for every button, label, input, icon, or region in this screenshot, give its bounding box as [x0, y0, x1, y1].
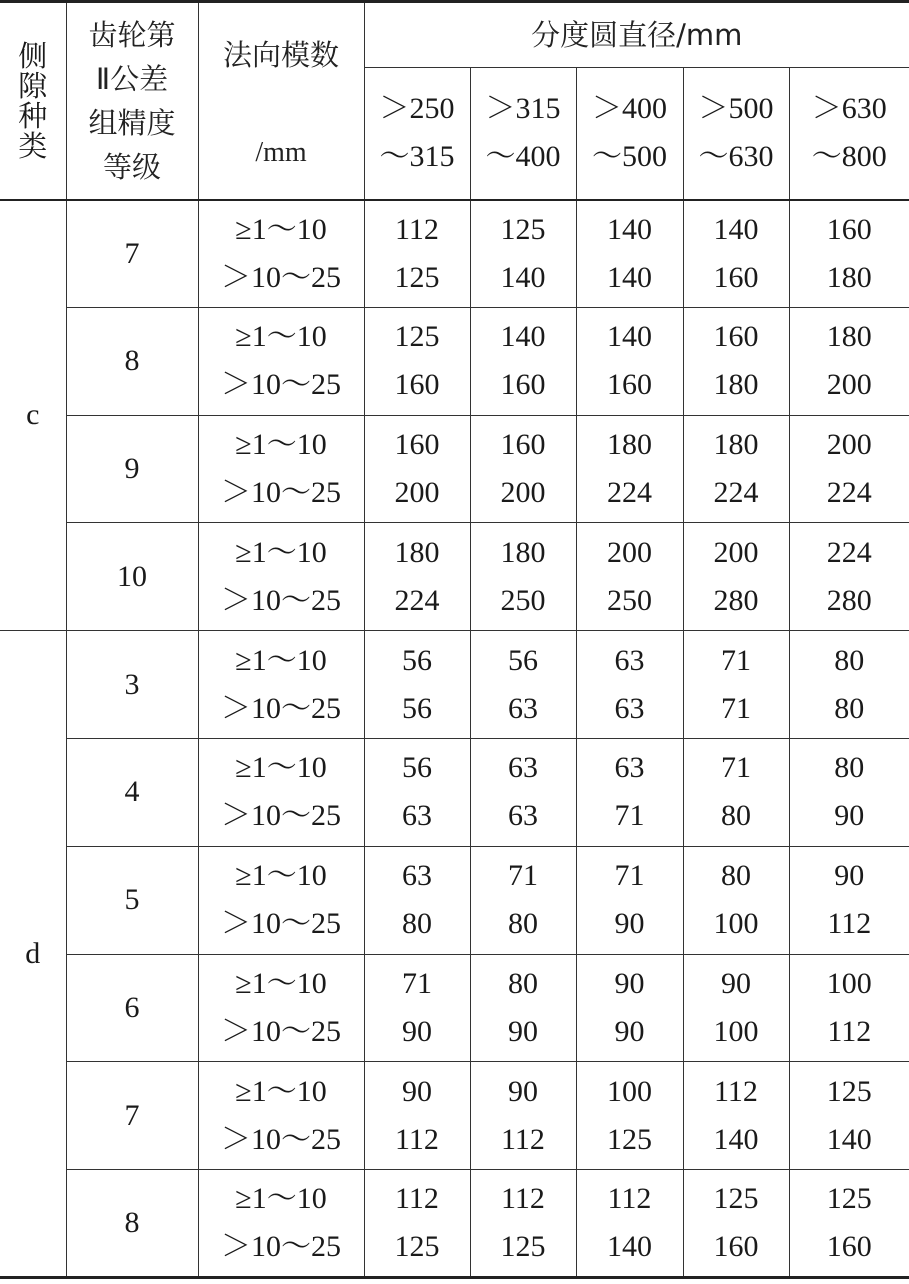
value-cell [683, 415, 789, 523]
module-range: ＞10～25 [221, 907, 341, 941]
value-small-module: 90 [614, 966, 645, 1000]
value-cell [364, 846, 470, 954]
value-small-module: 112 [395, 1182, 439, 1216]
grade-cell: 4 [66, 738, 198, 846]
value-large-module: 160 [607, 368, 652, 402]
value-cell [683, 1062, 789, 1170]
value-cell [576, 523, 683, 631]
value-large-module: 63 [508, 691, 538, 725]
value-large-module: 140 [826, 1122, 872, 1156]
value-small-module: 90 [402, 1074, 432, 1108]
table-row [0, 200, 909, 308]
value-small-module: 71 [614, 859, 645, 893]
value-cell [364, 954, 470, 1062]
value-small-module: 90 [834, 859, 865, 893]
value-cell [576, 415, 683, 523]
module-range: ≥1～10 [235, 535, 327, 569]
value-small-module: 112 [607, 1182, 652, 1216]
value-large-module: 280 [713, 583, 759, 617]
value-small-module: 100 [607, 1074, 652, 1108]
header-module-title: 法向模数 [222, 38, 339, 72]
value-small-module: 125 [826, 1182, 872, 1216]
value-large-module: 63 [402, 799, 432, 833]
grade-cell: 6 [66, 954, 198, 1062]
value-large-module: 100 [713, 907, 759, 941]
value-cell [470, 631, 576, 739]
module-range: ≥1～10 [235, 751, 327, 785]
table-row [0, 631, 909, 739]
value-large-module: 63 [508, 799, 538, 833]
value-large-module: 224 [607, 475, 652, 509]
table-row [0, 954, 909, 1062]
header-clearance-type [0, 2, 66, 200]
value-cell [683, 954, 789, 1062]
value-small-module: 140 [713, 212, 759, 246]
module-range: ＞10～25 [221, 368, 341, 402]
value-cell [789, 1062, 909, 1170]
grade-cell: 5 [66, 846, 198, 954]
value-small-module: 90 [721, 966, 751, 1000]
value-large-module: 125 [607, 1122, 652, 1156]
value-large-module: 224 [394, 583, 440, 617]
header-module-unit: /mm [255, 137, 307, 168]
module-range-cell [198, 200, 364, 308]
value-small-module: 56 [402, 643, 432, 677]
value-cell [576, 1170, 683, 1278]
value-cell [789, 846, 909, 954]
value-cell [576, 954, 683, 1062]
range-high: ～800 [811, 140, 887, 174]
value-small-module: 125 [826, 1074, 872, 1108]
diameter-range-5 [789, 68, 909, 200]
value-large-module: 90 [402, 1014, 432, 1048]
clearance-type-cell: c [0, 200, 66, 631]
value-cell [364, 307, 470, 415]
table-row [0, 846, 909, 954]
module-range: ≥1～10 [235, 859, 327, 893]
value-large-module: 80 [721, 799, 751, 833]
value-large-module: 80 [834, 691, 865, 725]
value-cell [364, 1062, 470, 1170]
range-low: ＞500 [698, 92, 774, 126]
value-cell [470, 954, 576, 1062]
value-small-module: 80 [834, 643, 865, 677]
module-range: ＞10～25 [221, 1014, 341, 1048]
value-large-module: 90 [614, 1014, 645, 1048]
module-range-cell [198, 523, 364, 631]
value-small-module: 80 [508, 966, 538, 1000]
value-small-module: 140 [607, 320, 652, 354]
value-cell [470, 523, 576, 631]
value-large-module: 80 [508, 907, 538, 941]
value-small-module: 125 [394, 320, 440, 354]
value-small-module: 90 [508, 1074, 538, 1108]
value-cell [470, 200, 576, 308]
value-cell [364, 200, 470, 308]
value-large-module: 224 [826, 475, 872, 509]
value-large-module: 112 [827, 907, 872, 941]
value-small-module: 160 [713, 320, 759, 354]
module-range-cell [198, 1062, 364, 1170]
value-cell [470, 307, 576, 415]
value-small-module: 180 [826, 320, 872, 354]
value-cell [364, 631, 470, 739]
value-cell [789, 415, 909, 523]
value-large-module: 71 [721, 691, 751, 725]
grade-cell: 7 [66, 200, 198, 308]
value-large-module: 90 [508, 1014, 538, 1048]
diameter-range-4 [683, 68, 789, 200]
value-small-module: 160 [826, 212, 872, 246]
value-large-module: 100 [713, 1014, 759, 1048]
value-cell [364, 738, 470, 846]
module-range-cell [198, 1170, 364, 1278]
value-cell [576, 738, 683, 846]
value-large-module: 140 [713, 1122, 759, 1156]
table-row [0, 307, 909, 415]
value-cell [470, 1170, 576, 1278]
value-cell [683, 846, 789, 954]
range-high: ～315 [379, 140, 455, 174]
table-row [0, 523, 909, 631]
module-range: ≥1～10 [235, 320, 327, 354]
value-large-module: 90 [834, 799, 865, 833]
value-small-module: 140 [500, 320, 546, 354]
value-large-module: 125 [394, 260, 440, 294]
value-small-module: 180 [713, 427, 759, 461]
value-large-module: 160 [826, 1230, 872, 1264]
value-cell [470, 738, 576, 846]
value-large-module: 125 [394, 1230, 440, 1264]
value-large-module: 180 [826, 260, 872, 294]
value-small-module: 112 [714, 1074, 758, 1108]
range-low: ＞315 [485, 92, 561, 126]
range-low: ＞400 [592, 92, 667, 126]
table-body [0, 200, 909, 1278]
value-small-module: 160 [394, 427, 440, 461]
value-small-module: 125 [713, 1182, 759, 1216]
module-range: ＞10～25 [221, 583, 341, 617]
value-small-module: 200 [713, 535, 759, 569]
table-row [0, 1170, 909, 1278]
header-char: 侧 [18, 38, 48, 73]
value-small-module: 200 [826, 427, 872, 461]
module-range-cell [198, 307, 364, 415]
value-cell [576, 307, 683, 415]
table-row [0, 1062, 909, 1170]
module-range: ＞10～25 [221, 1230, 341, 1264]
value-large-module: 80 [402, 907, 432, 941]
value-cell [470, 846, 576, 954]
value-small-module: 180 [394, 535, 440, 569]
value-cell [364, 415, 470, 523]
header-line: 等级 [102, 149, 161, 184]
module-range: ≥1～10 [235, 1182, 327, 1216]
value-cell [576, 846, 683, 954]
range-low: ＞250 [379, 92, 455, 126]
grade-cell: 8 [66, 1170, 198, 1278]
value-small-module: 112 [501, 1182, 545, 1216]
value-cell [683, 307, 789, 415]
module-range-cell [198, 954, 364, 1062]
module-range-cell [198, 631, 364, 739]
value-cell [789, 738, 909, 846]
value-cell [683, 738, 789, 846]
value-large-module: 160 [500, 368, 546, 402]
value-small-module: 63 [508, 751, 538, 785]
value-cell [789, 307, 909, 415]
module-range: ＞10～25 [221, 1122, 341, 1156]
value-small-module: 71 [721, 643, 751, 677]
value-small-module: 100 [826, 966, 872, 1000]
value-large-module: 112 [395, 1122, 439, 1156]
clearance-type-cell: d [0, 631, 66, 1278]
range-high: ～500 [592, 140, 667, 174]
value-small-module: 71 [721, 751, 751, 785]
header-line: 齿轮第 [88, 17, 176, 52]
value-cell [470, 1062, 576, 1170]
value-cell [683, 631, 789, 739]
value-large-module: 140 [500, 260, 546, 294]
value-small-module: 56 [508, 643, 538, 677]
table-row [0, 415, 909, 523]
value-small-module: 80 [834, 751, 865, 785]
value-small-module: 63 [402, 859, 432, 893]
value-large-module: 280 [826, 583, 872, 617]
module-range: ＞10～25 [221, 475, 341, 509]
value-cell [576, 1062, 683, 1170]
value-large-module: 250 [607, 583, 652, 617]
module-range: ≥1～10 [235, 212, 327, 246]
value-cell [789, 200, 909, 308]
value-large-module: 125 [500, 1230, 546, 1264]
value-cell [470, 415, 576, 523]
value-large-module: 140 [607, 260, 652, 294]
header-normal-module [198, 2, 364, 200]
module-range-cell [198, 846, 364, 954]
module-range-cell [198, 415, 364, 523]
value-cell [789, 1170, 909, 1278]
value-small-module: 71 [402, 966, 432, 1000]
header-pitch-diameter: 分度圆直径/mm [364, 2, 909, 68]
header-char: 种 [18, 98, 48, 133]
value-cell [789, 954, 909, 1062]
value-small-module: 180 [500, 535, 546, 569]
diameter-range-2 [470, 68, 576, 200]
value-small-module: 71 [508, 859, 538, 893]
value-small-module: 112 [395, 212, 439, 246]
value-large-module: 90 [614, 907, 645, 941]
value-small-module: 63 [614, 643, 645, 677]
value-cell [683, 1170, 789, 1278]
value-large-module: 160 [713, 260, 759, 294]
value-small-module: 200 [607, 535, 652, 569]
table-row [0, 738, 909, 846]
header-line: Ⅱ公差 [95, 61, 169, 96]
value-small-module: 63 [614, 751, 645, 785]
header-char: 类 [18, 128, 48, 163]
diameter-range-1 [364, 68, 470, 200]
module-range: ＞10～25 [221, 691, 341, 725]
value-small-module: 224 [826, 535, 872, 569]
value-large-module: 160 [713, 1230, 759, 1264]
value-large-module: 200 [394, 475, 440, 509]
value-small-module: 160 [500, 427, 546, 461]
grade-cell: 10 [66, 523, 198, 631]
value-large-module: 180 [713, 368, 759, 402]
header-char: 隙 [18, 68, 48, 103]
value-cell [683, 523, 789, 631]
grade-cell: 3 [66, 631, 198, 739]
module-range: ≥1～10 [235, 427, 327, 461]
value-large-module: 224 [713, 475, 759, 509]
header-precision-grade [66, 2, 198, 200]
value-cell [789, 631, 909, 739]
range-high: ～630 [698, 140, 774, 174]
value-small-module: 140 [607, 212, 652, 246]
module-range: ≥1～10 [235, 966, 327, 1000]
value-large-module: 71 [614, 799, 645, 833]
value-cell [683, 200, 789, 308]
grade-cell: 7 [66, 1062, 198, 1170]
value-large-module: 63 [614, 691, 645, 725]
grade-cell: 9 [66, 415, 198, 523]
value-small-module: 125 [500, 212, 546, 246]
value-cell [576, 631, 683, 739]
diameter-range-3 [576, 68, 683, 200]
value-cell [789, 523, 909, 631]
module-range: ≥1～10 [235, 643, 327, 677]
module-range: ≥1～10 [235, 1074, 327, 1108]
grade-cell: 8 [66, 307, 198, 415]
value-small-module: 56 [402, 751, 432, 785]
value-cell [576, 200, 683, 308]
value-large-module: 112 [501, 1122, 545, 1156]
value-large-module: 140 [607, 1230, 652, 1264]
value-large-module: 200 [826, 368, 872, 402]
header-line: 组精度 [88, 105, 176, 140]
value-large-module: 250 [500, 583, 546, 617]
module-range: ＞10～25 [221, 799, 341, 833]
value-small-module: 180 [607, 427, 652, 461]
value-cell [364, 1170, 470, 1278]
value-small-module: 80 [721, 859, 751, 893]
value-large-module: 200 [500, 475, 546, 509]
module-range-cell [198, 738, 364, 846]
module-range: ＞10～25 [221, 260, 341, 294]
value-large-module: 112 [827, 1014, 872, 1048]
value-large-module: 160 [394, 368, 440, 402]
range-low: ＞630 [811, 92, 887, 126]
value-large-module: 56 [402, 691, 432, 725]
value-cell [364, 523, 470, 631]
range-high: ～400 [485, 140, 561, 174]
